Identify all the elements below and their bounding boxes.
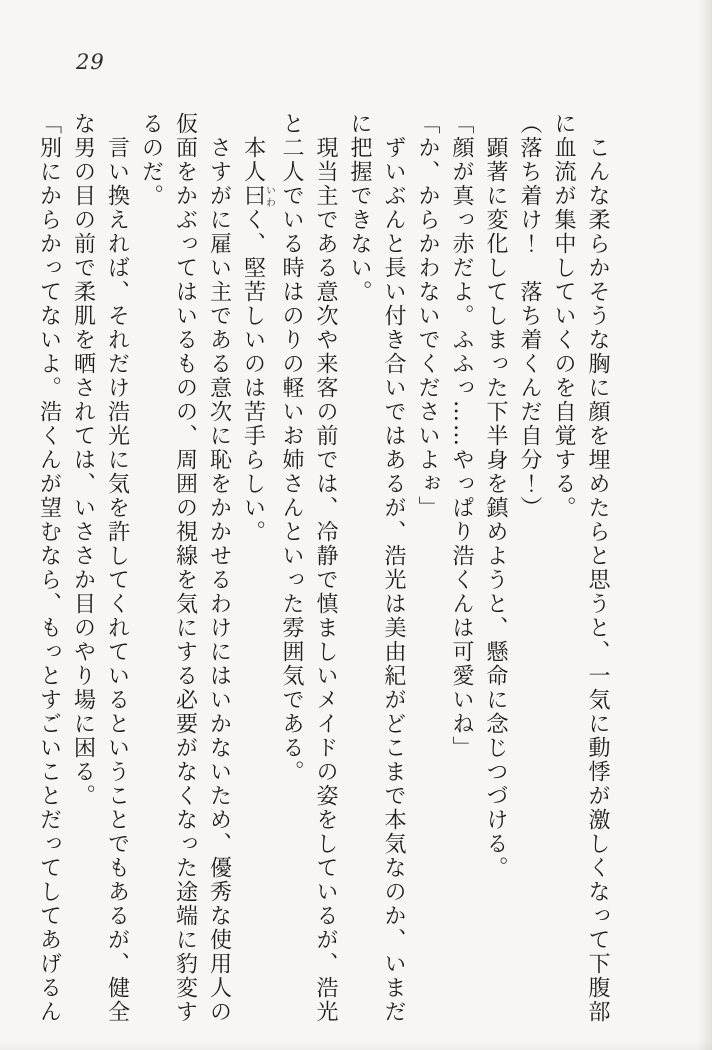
ruby-annotation: 曰いわ xyxy=(240,184,275,208)
text-line: 本人曰いわく、堅苦しいのは苦手らしい。 xyxy=(240,136,275,544)
text-line: さすがに雇い主である意次に恥をかかせるわけにはいかないため、優秀な使用人の xyxy=(206,136,232,1024)
page-edge-shadow-bottom xyxy=(0,1040,712,1050)
text-line: な男の目の前で柔肌を晒されては、いささか目のやり場に困る。 xyxy=(70,112,96,808)
text-line: 「か、からかわないでくださいよぉ」 xyxy=(415,112,440,520)
text-line: 言い換えれば、それだけ浩光に気を許してくれているということでもあるが、健全 xyxy=(104,136,130,1024)
text-line: に血流が集中していくのを自覚する。 xyxy=(551,112,576,520)
text-line: 現当主である意次や来客の前では、冷静で慎ましいメイドの姿をしているが、浩光 xyxy=(313,136,338,1024)
page-number: 29 xyxy=(76,50,105,74)
text-line: ずいぶんと長い付き合いではあるが、浩光は美由紀がどこまで本気なのか、いまだ xyxy=(381,136,406,1024)
text-line: （落ち着け！ 落ち着くんだ自分！） xyxy=(517,112,542,520)
text-line: 仮面をかぶってはいるものの、周囲の視線を気にする必要がなくなった途端に豹変す xyxy=(172,112,198,1024)
text-line: 「顔が真っ赤だよ。ふふっ……やっぱり浩くんは可愛いね」 xyxy=(449,112,474,760)
text-line: 「別にからかってないよ。浩くんが望むなら、もっとすごいことだってしてあげるん xyxy=(36,112,62,1024)
text-line: に把握できない。 xyxy=(347,112,372,304)
page-edge-shadow-right xyxy=(698,0,712,1050)
text-line: 顕著に変化してしまった下半身を鎮めようと、懸命に念じつづける。 xyxy=(483,136,508,880)
text-body xyxy=(36,112,614,1030)
text-line: と二人でいる時はのりの軽いお姉さんといった雰囲気である。 xyxy=(279,112,304,784)
text-line: るのだ。 xyxy=(138,112,164,208)
text-line: こんな柔らかそうな胸に顔を埋めたらと思うと、一気に動悸が激しくなって下腹部 xyxy=(585,136,610,1024)
